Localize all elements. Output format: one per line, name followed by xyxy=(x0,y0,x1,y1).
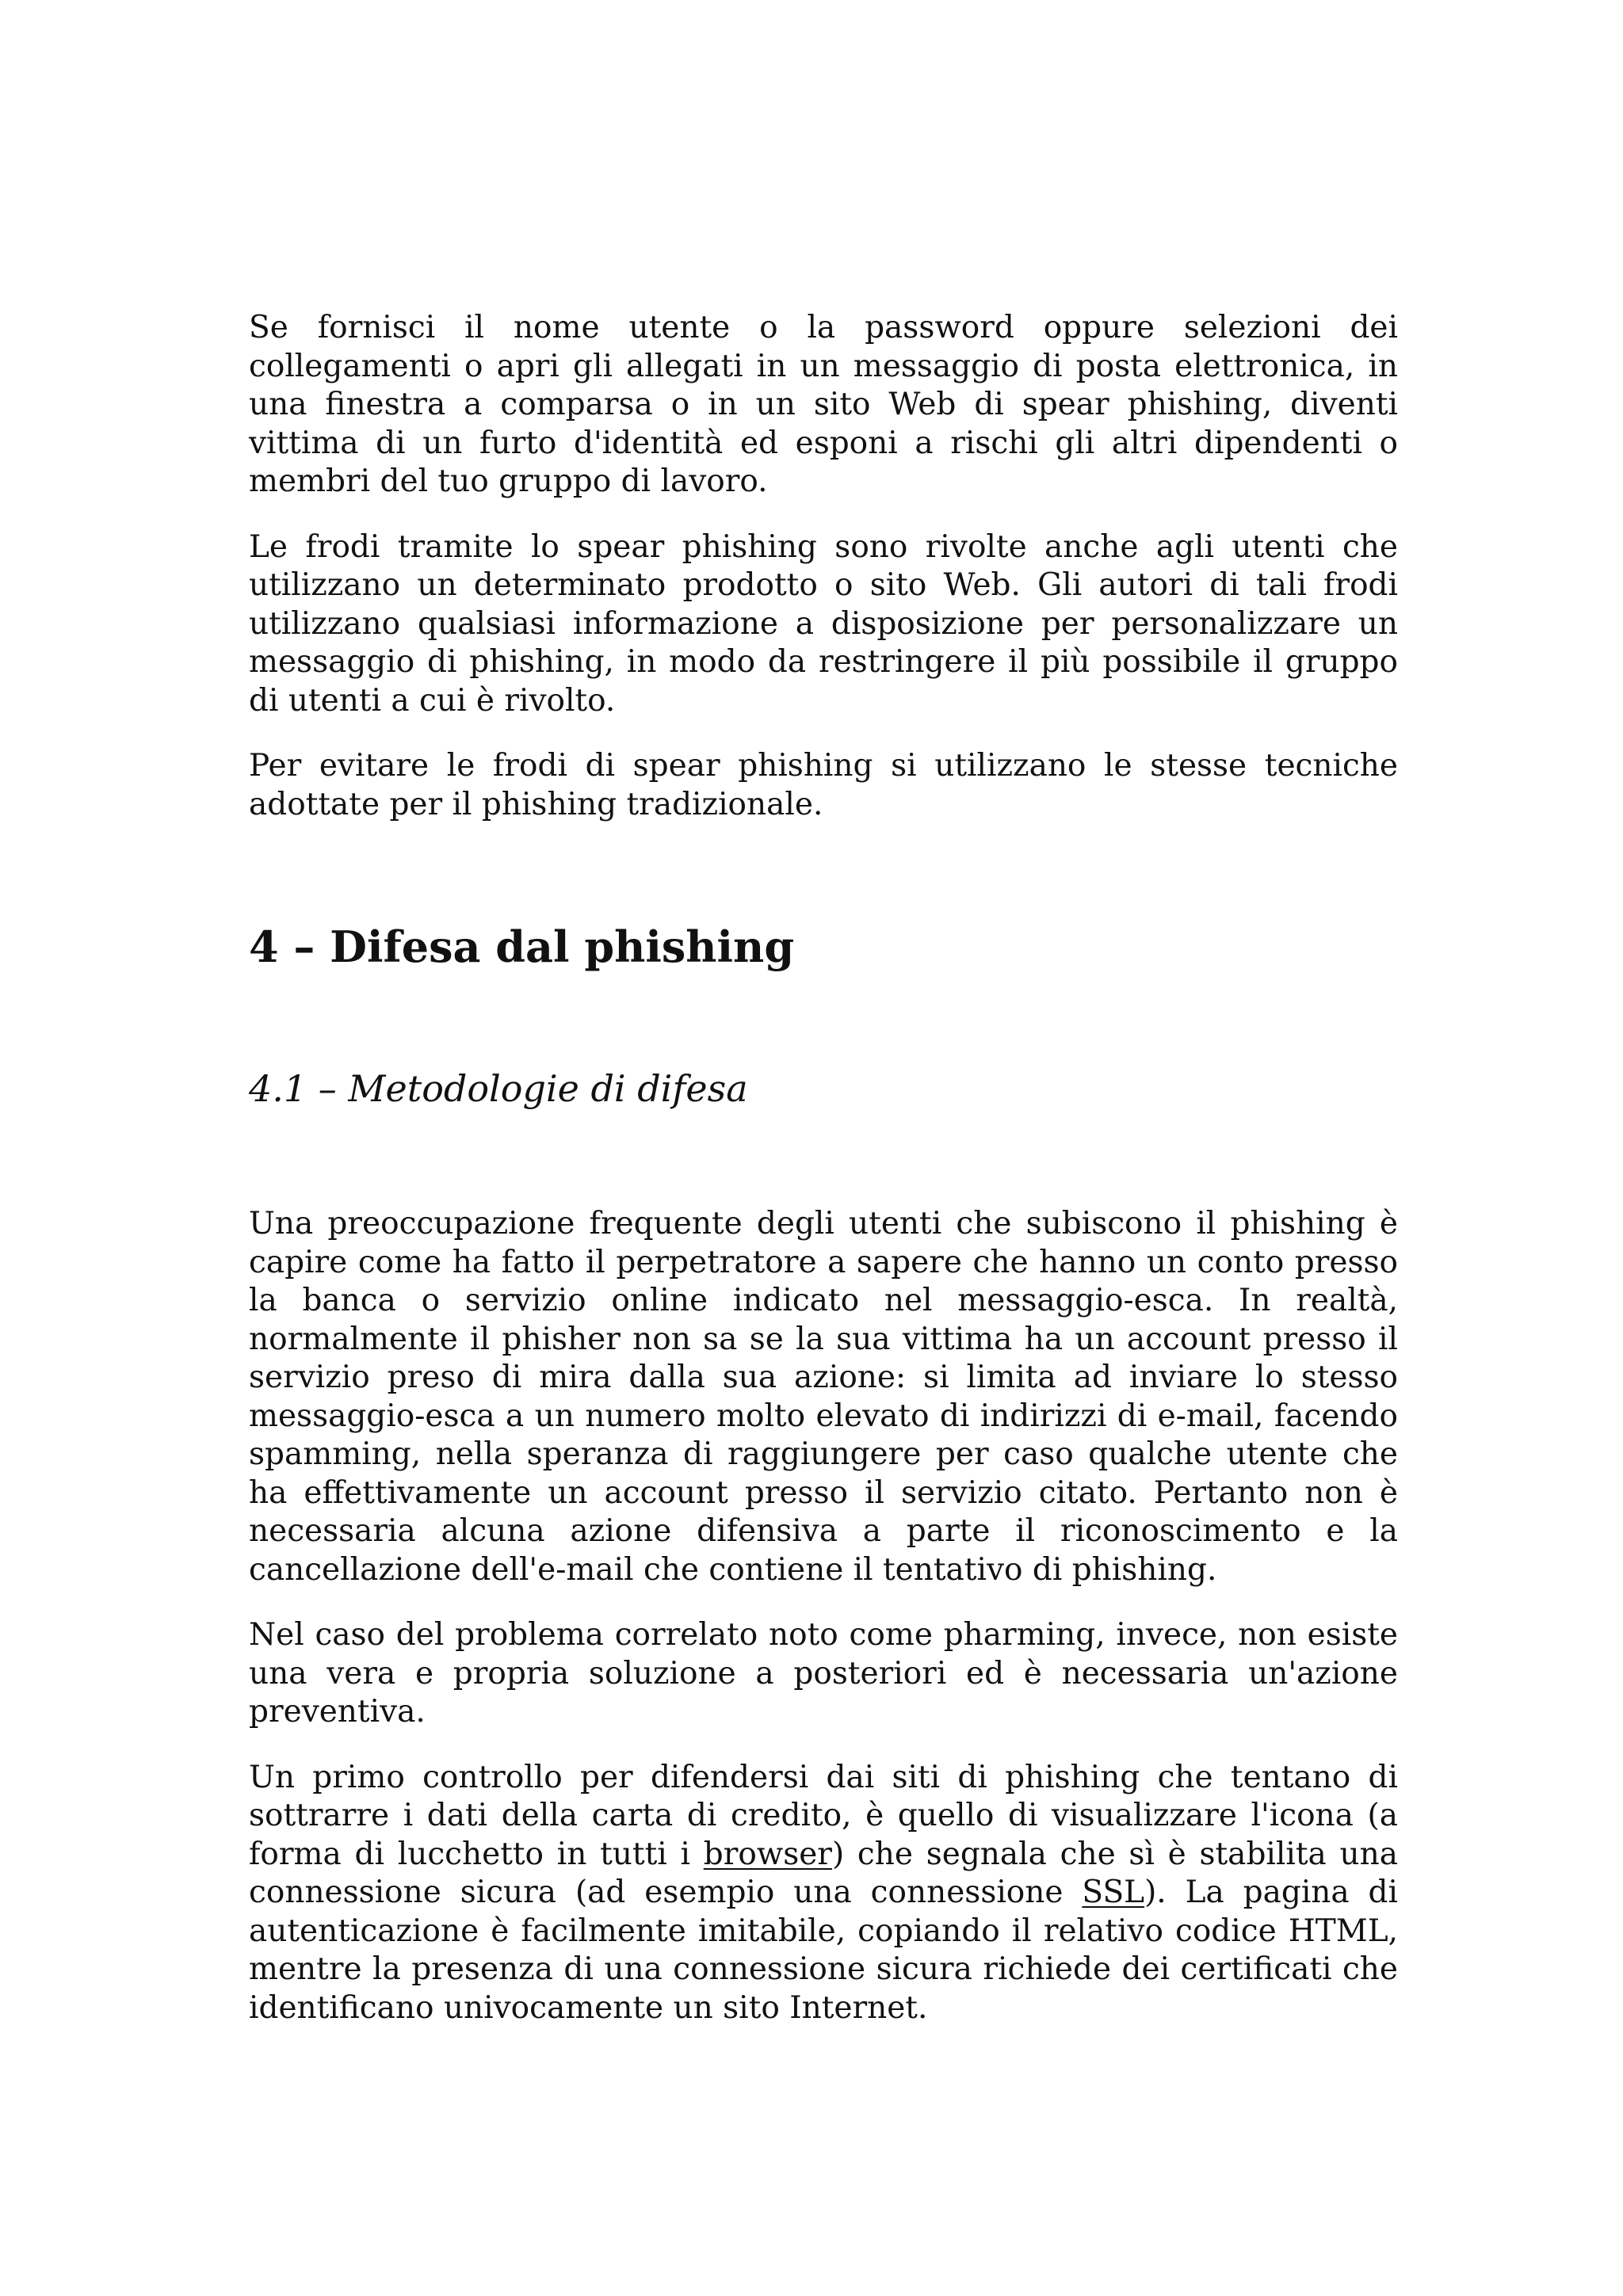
chapter-title: 4 – Difesa dal phishing xyxy=(249,921,795,972)
body-block xyxy=(249,1205,1398,2027)
paragraph-pharming: Nel caso del problema correlato noto come pharming, invece, non esiste una vera e propria soluzione a posteriori ed è necessaria un'azione preventiva. xyxy=(249,1617,1398,1730)
paragraph-spear-phishing-risks: Se fornisci il nome utente o la password oppure selezioni dei collegamenti o apri gli allegati in un messaggio di posta elettronica, in una finestra a comparsa o in un sito Web di spear phishing, diventi vittima di un furto d'identità ed esponi a rischi gli altri dipendenti o membri del tuo gruppo di lavoro. xyxy=(249,310,1398,499)
intro-block xyxy=(249,309,1398,824)
text-segment: Un primo controllo per difendersi dai siti di phishing che tentano di sottrarre i dati della carta di credito, è quello di visualizzare l'icona (a forma di lucchetto in tutti i xyxy=(249,1759,1398,1872)
ssl-link[interactable]: SSL xyxy=(1082,1875,1145,1910)
paragraph-spear-phishing-targets: Le frodi tramite lo spear phishing sono rivolte anche agli utenti che utilizzano un determinato prodotto o sito Web. Gli autori di tali frodi utilizzano qualsiasi informazione a disposizione per personalizzare un messaggio di phishing, in modo da restringere il più possibile il gruppo di utenti a cui è rivolto. xyxy=(249,528,1398,719)
text-segment: ) che segnala che sì è stabilita una connessione sicura (ad esempio una connessione xyxy=(249,1836,1398,1910)
text-segment: ). La pagina di autenticazione è facilmente imitabile, copiando il relativo codice HTML, mentre la presenza di una connessione sicura richiede dei certificati che identificano univocamente un sito Internet. xyxy=(249,1875,1398,2026)
paragraph-spear-phishing-prevention: Per evitare le frodi di spear phishing si utilizzano le stesse tecniche adottate per il phishing tradizionale. xyxy=(249,748,1398,822)
paragraph-secure-connection xyxy=(249,1759,1398,2028)
browser-link[interactable]: browser xyxy=(703,1836,832,1872)
paragraph-user-concern: Una preoccupazione frequente degli utenti che subiscono il phishing è capire come ha fatto il perpetratore a sapere che hanno un conto presso la banca o servizio online indicato nel messaggio-esca. In realtà, normalmente il phisher non sa se la sua vittima ha un account presso il servizio preso di mira dalla sua azione: si limita ad inviare lo stesso messaggio-esca a un numero molto elevato di indirizzi di e-mail, facendo spamming, nella speranza di raggiungere per caso qualche utente che ha effettivamente un account presso il servizio citato. Pertanto non è necessaria alcuna azione difensiva a parte il riconoscimento e la cancellazione dell'e-mail che contiene il tentativo di phishing. xyxy=(249,1206,1398,1588)
section-title: 4.1 – Metodologie di difesa xyxy=(249,1067,748,1110)
